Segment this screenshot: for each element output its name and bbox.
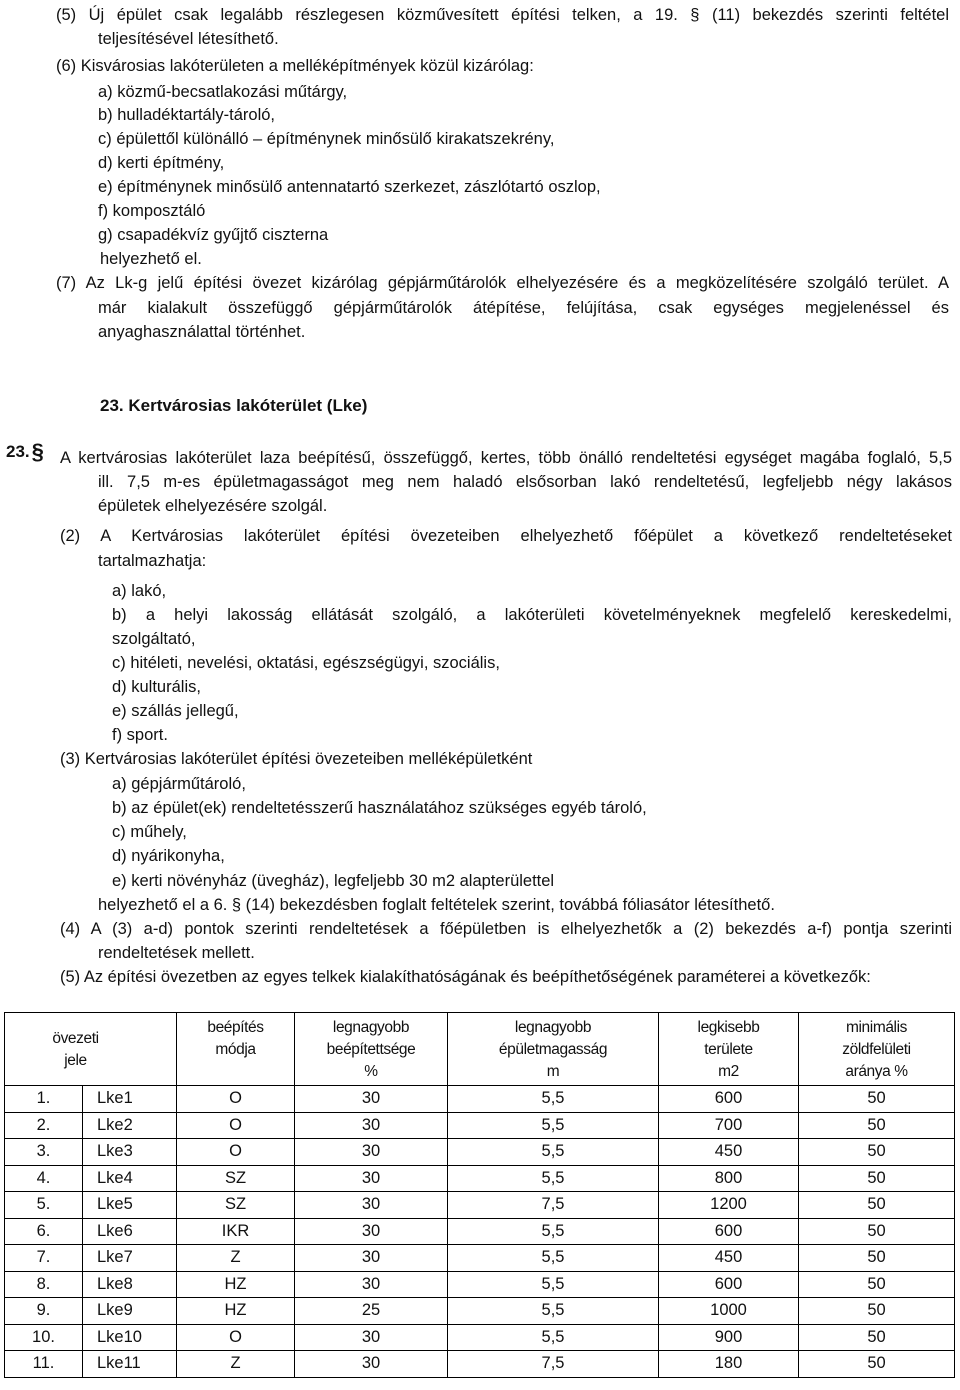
- cell-max-coverage: 30: [295, 1351, 448, 1378]
- paragraph-5-line-1: (5) Új épület csak legalább részlegesen közművesített építési telken, a 19. § (11) bekezdés szerinti feltétel: [56, 6, 949, 24]
- cell-max-height: 5,5: [448, 1324, 659, 1351]
- table-row: [5, 1324, 955, 1351]
- cell-max-height: 5,5: [448, 1139, 659, 1166]
- cell-max-height: 5,5: [448, 1218, 659, 1245]
- cell-max-height: 5,5: [448, 1112, 659, 1139]
- cell-min-area: 180: [659, 1351, 799, 1378]
- cell-min-area: 800: [659, 1165, 799, 1192]
- cell-building-mode: IKR: [177, 1218, 295, 1245]
- cell-building-mode: SZ: [177, 1192, 295, 1219]
- paragraph-7-line-2: már kialakult összefüggő gépjárműtárolók átépítése, felújítása, csak egységes megjelenéssel és: [98, 299, 949, 317]
- cell-building-mode: HZ: [177, 1271, 295, 1298]
- cell-zone-code: Lke6: [83, 1218, 177, 1245]
- table-row: [5, 1112, 955, 1139]
- table-header-row: [5, 1013, 955, 1086]
- cell-max-height: 5,5: [448, 1086, 659, 1113]
- table-row: [5, 1165, 955, 1192]
- cell-max-coverage: 30: [295, 1112, 448, 1139]
- table-row: [5, 1192, 955, 1219]
- cell-zone-code: Lke2: [83, 1112, 177, 1139]
- cell-max-coverage: 30: [295, 1271, 448, 1298]
- cell-row-number: 9.: [5, 1298, 83, 1325]
- cell-max-coverage: 30: [295, 1192, 448, 1219]
- cell-max-coverage: 30: [295, 1324, 448, 1351]
- cell-row-number: 10.: [5, 1324, 83, 1351]
- section-23-para-2-line-1: (2) A Kertvárosias lakóterület építési övezeteiben elhelyezhető főépület a következő rendeltetéseket: [60, 527, 952, 545]
- cell-building-mode: O: [177, 1324, 295, 1351]
- list-item: szolgáltató,: [112, 630, 196, 648]
- section-23-para-3-intro: (3) Kertvárosias lakóterület építési övezeteiben melléképületként: [60, 750, 533, 768]
- header-building-mode: beépítés módja: [177, 1013, 295, 1086]
- paragraph-5-line-2: teljesítésével létesíthető.: [98, 30, 279, 48]
- cell-min-area: 600: [659, 1218, 799, 1245]
- cell-zone-code: Lke11: [83, 1351, 177, 1378]
- cell-min-area: 600: [659, 1086, 799, 1113]
- cell-min-green-ratio: 50: [799, 1218, 955, 1245]
- cell-building-mode: Z: [177, 1351, 295, 1378]
- cell-row-number: 6.: [5, 1218, 83, 1245]
- list-item: e) szállás jellegű,: [112, 702, 239, 720]
- section-23-para-3-tail: helyezhető el a 6. § (14) bekezdésben foglalt feltételek szerint, továbbá fóliasátor létesíthető.: [98, 896, 775, 914]
- section-sign: §: [31, 439, 44, 464]
- cell-min-area: 700: [659, 1112, 799, 1139]
- cell-min-green-ratio: 50: [799, 1192, 955, 1219]
- list-item: e) kerti növényház (üvegház), legfeljebb 30 m2 alapterülettel: [112, 872, 555, 890]
- cell-min-area: 1200: [659, 1192, 799, 1219]
- header-min-area: legkisebb területe m2: [659, 1013, 799, 1086]
- cell-zone-code: Lke9: [83, 1298, 177, 1325]
- table-row: [5, 1298, 955, 1325]
- section-23-para-1-line-2: ill. 7,5 m-es épületmagasságot meg nem haladó elsősorban lakó rendeltetésű, legfeljebb négy lakásos: [98, 473, 952, 491]
- cell-max-height: 5,5: [448, 1165, 659, 1192]
- table-row: [5, 1351, 955, 1378]
- header-min-green-ratio: minimális zöldfelületi aránya %: [799, 1013, 955, 1086]
- section-23-para-1-line-3: épületek elhelyezésére szolgál.: [98, 497, 328, 515]
- cell-min-area: 900: [659, 1324, 799, 1351]
- cell-min-green-ratio: 50: [799, 1298, 955, 1325]
- cell-row-number: 5.: [5, 1192, 83, 1219]
- cell-building-mode: O: [177, 1112, 295, 1139]
- cell-min-green-ratio: 50: [799, 1324, 955, 1351]
- cell-row-number: 1.: [5, 1086, 83, 1113]
- section-title: 23. Kertvárosias lakóterület (Lke): [100, 396, 368, 415]
- section-23-para-2-line-2: tartalmazhatja:: [98, 552, 207, 570]
- cell-building-mode: HZ: [177, 1298, 295, 1325]
- list-item: b) a helyi lakosság ellátását szolgáló, a lakóterületi követelményeknek megfelelő kereskedelmi,: [112, 606, 952, 624]
- table-row: [5, 1218, 955, 1245]
- table-row: [5, 1086, 955, 1113]
- cell-row-number: 4.: [5, 1165, 83, 1192]
- cell-min-green-ratio: 50: [799, 1165, 955, 1192]
- cell-min-area: 450: [659, 1139, 799, 1166]
- cell-max-height: 7,5: [448, 1351, 659, 1378]
- cell-max-coverage: 30: [295, 1086, 448, 1113]
- paragraph-6-tail: helyezhető el.: [100, 250, 202, 268]
- cell-min-green-ratio: 50: [799, 1086, 955, 1113]
- section-23-para-5: (5) Az építési övezetben az egyes telkek kialakíthatóságának és beépíthetőségének paraméterei a következők:: [60, 968, 871, 986]
- section-23-para-4-line-2: rendeltetések mellett.: [98, 944, 255, 962]
- list-item: c) hitéleti, nevelési, oktatási, egészségügyi, szociális,: [112, 654, 500, 672]
- cell-zone-code: Lke4: [83, 1165, 177, 1192]
- parameters-table: [4, 1012, 955, 1378]
- cell-min-green-ratio: 50: [799, 1271, 955, 1298]
- cell-row-number: 11.: [5, 1351, 83, 1378]
- cell-building-mode: SZ: [177, 1165, 295, 1192]
- cell-min-green-ratio: 50: [799, 1139, 955, 1166]
- list-item: a) lakó,: [112, 582, 167, 600]
- header-max-height: legnagyobb épületmagasság m: [448, 1013, 659, 1086]
- cell-min-area: 450: [659, 1245, 799, 1272]
- cell-building-mode: O: [177, 1086, 295, 1113]
- header-max-coverage: legnagyobb beépítettsége %: [295, 1013, 448, 1086]
- list-item: b) hulladéktartály-tároló,: [98, 106, 276, 124]
- list-item: e) építménynek minősülő antennatartó szerkezet, zászlótartó oszlop,: [98, 178, 601, 196]
- paragraph-7-line-3: anyaghasználattal történhet.: [98, 323, 306, 341]
- cell-max-coverage: 25: [295, 1298, 448, 1325]
- cell-max-height: 5,5: [448, 1271, 659, 1298]
- list-item: f) sport.: [112, 726, 168, 744]
- cell-zone-code: Lke3: [83, 1139, 177, 1166]
- cell-row-number: 2.: [5, 1112, 83, 1139]
- cell-max-height: 5,5: [448, 1245, 659, 1272]
- list-item: f) komposztáló: [98, 202, 206, 220]
- cell-row-number: 3.: [5, 1139, 83, 1166]
- cell-max-coverage: 30: [295, 1218, 448, 1245]
- list-item: a) gépjárműtároló,: [112, 775, 246, 793]
- section-number: 23.§: [6, 439, 44, 464]
- list-item: b) az épület(ek) rendeltetésszerű használatához szükséges egyéb tároló,: [112, 799, 647, 817]
- cell-row-number: 7.: [5, 1245, 83, 1272]
- cell-max-coverage: 30: [295, 1245, 448, 1272]
- cell-building-mode: Z: [177, 1245, 295, 1272]
- table-row: [5, 1139, 955, 1166]
- list-item: g) csapadékvíz gyűjtő ciszterna: [98, 226, 329, 244]
- list-item: d) kerti építmény,: [98, 154, 225, 172]
- table-row: [5, 1271, 955, 1298]
- section-23-para-1-line-1: A kertvárosias lakóterület laza beépítésű, összefüggő, kertes, több önálló rendeltetési egységet magába foglaló, 5,5: [60, 449, 952, 467]
- list-item: c) műhely,: [112, 823, 187, 841]
- cell-min-green-ratio: 50: [799, 1351, 955, 1378]
- cell-zone-code: Lke5: [83, 1192, 177, 1219]
- cell-building-mode: O: [177, 1139, 295, 1166]
- list-item: c) épülettől különálló – építménynek minősülő kirakatszekrény,: [98, 130, 555, 148]
- list-item: d) kulturális,: [112, 678, 201, 696]
- table-body: [5, 1086, 955, 1378]
- cell-max-height: 7,5: [448, 1192, 659, 1219]
- table-row: [5, 1245, 955, 1272]
- cell-min-green-ratio: 50: [799, 1112, 955, 1139]
- list-item: d) nyárikonyha,: [112, 847, 225, 865]
- paragraph-7-line-1: (7) Az Lk-g jelű építési övezet kizárólag gépjárműtárolók elhelyezésére és a megközelítésére szolgáló terület. A: [56, 274, 949, 292]
- cell-zone-code: Lke8: [83, 1271, 177, 1298]
- cell-max-height: 5,5: [448, 1298, 659, 1325]
- cell-min-green-ratio: 50: [799, 1245, 955, 1272]
- cell-zone-code: Lke10: [83, 1324, 177, 1351]
- cell-max-coverage: 30: [295, 1165, 448, 1192]
- cell-min-area: 1000: [659, 1298, 799, 1325]
- cell-zone-code: Lke1: [83, 1086, 177, 1113]
- cell-min-area: 600: [659, 1271, 799, 1298]
- cell-max-coverage: 30: [295, 1139, 448, 1166]
- section-23-para-4-line-1: (4) A (3) a-d) pontok szerinti rendeltetések a főépületben is elhelyezhetők a (2) bekezdés a-f) pontja szerinti: [60, 920, 952, 938]
- header-zone-code: övezeti jele: [5, 1013, 177, 1086]
- cell-row-number: 8.: [5, 1271, 83, 1298]
- list-item: a) közmű-becsatlakozási műtárgy,: [98, 83, 348, 101]
- cell-zone-code: Lke7: [83, 1245, 177, 1272]
- paragraph-6-intro: (6) Kisvárosias lakóterületen a melléképítmények közül kizárólag:: [56, 57, 534, 75]
